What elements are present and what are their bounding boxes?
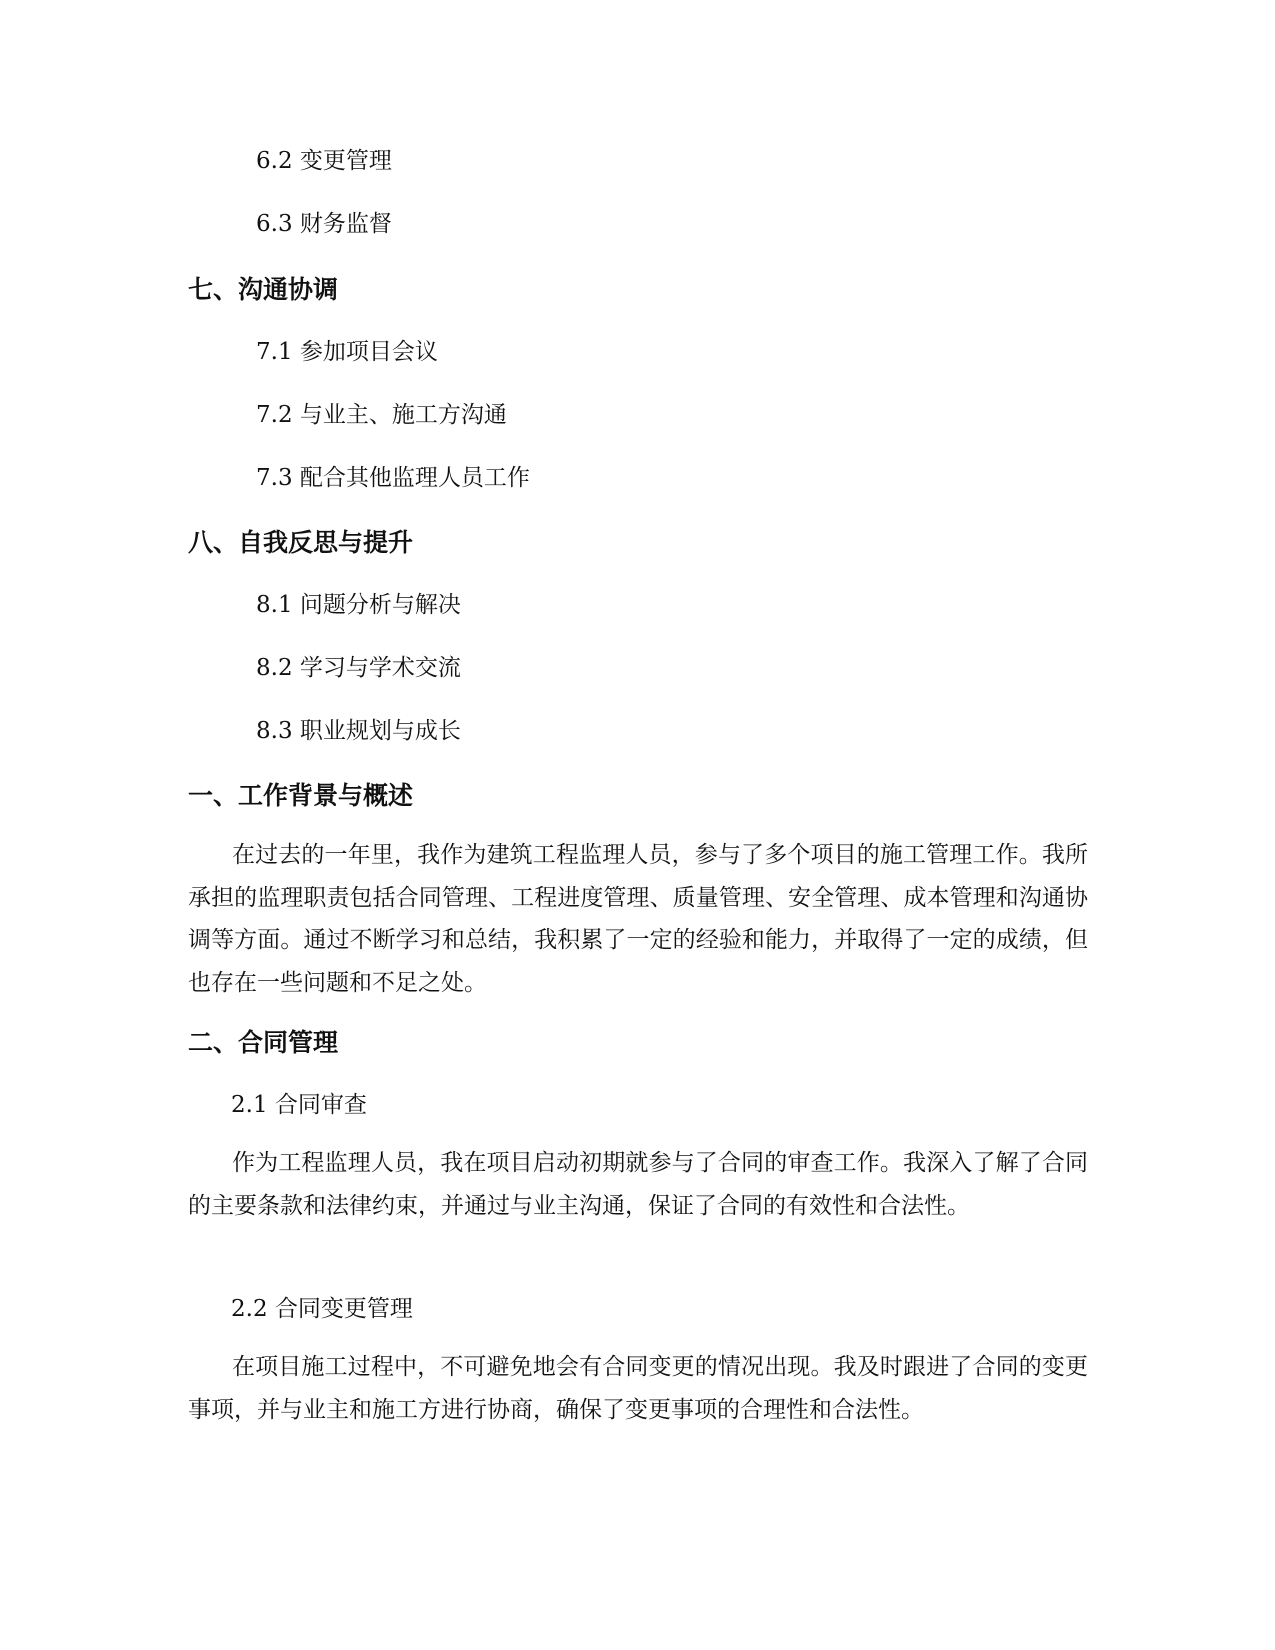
outline-item-6-2: 6.2 变更管理	[256, 148, 392, 174]
paragraph-text: 在项目施工过程中，不可避免地会有合同变更的情况出现。我及时跟进了合同的变更事项，并与业主和施工方进行协商，确保了变更事项的合理性和合法性。	[188, 1354, 1088, 1423]
section-2-heading: 二、合同管理	[188, 1028, 339, 1057]
outline-item-7-3: 7.3 配合其他监理人员工作	[256, 465, 530, 491]
subsection-2-2-paragraph	[188, 1346, 1088, 1431]
paragraph-text: 在过去的一年里，我作为建筑工程监理人员，参与了多个项目的施工管理工作。我所承担的监理职责包括合同管理、工程进度管理、质量管理、安全管理、成本管理和沟通协调等方面。通过不断学习和总结，我积累了一定的经验和能力，并取得了一定的成绩，但也存在一些问题和不足之处。	[188, 842, 1088, 996]
section-1-heading: 一、工作背景与概述	[188, 781, 414, 810]
section-8-heading: 八、自我反思与提升	[188, 528, 414, 557]
outline-item-7-2: 7.2 与业主、施工方沟通	[256, 402, 507, 428]
subsection-2-1-paragraph	[188, 1142, 1088, 1227]
outline-item-8-2: 8.2 学习与学术交流	[256, 655, 461, 681]
paragraph-text: 作为工程监理人员，我在项目启动初期就参与了合同的审查工作。我深入了解了合同的主要条款和法律约束，并通过与业主沟通，保证了合同的有效性和合法性。	[188, 1150, 1088, 1219]
outline-item-8-3: 8.3 职业规划与成长	[256, 718, 461, 744]
outline-item-7-1: 7.1 参加项目会议	[256, 339, 438, 365]
section-7-heading: 七、沟通协调	[188, 275, 339, 304]
outline-item-8-1: 8.1 问题分析与解决	[256, 592, 461, 618]
subsection-2-1-title: 2.1 合同审查	[231, 1092, 367, 1118]
subsection-2-2-title: 2.2 合同变更管理	[231, 1296, 413, 1322]
section-1-paragraph	[188, 834, 1088, 1004]
outline-item-6-3: 6.3 财务监督	[256, 211, 392, 237]
